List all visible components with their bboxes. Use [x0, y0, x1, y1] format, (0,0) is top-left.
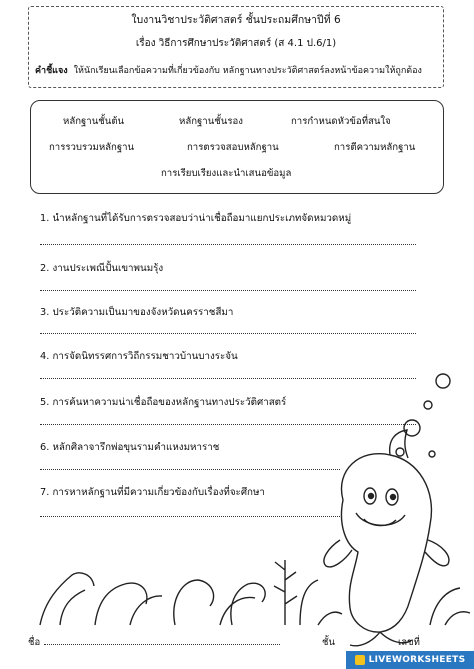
liveworksheets-logo[interactable] — [346, 651, 474, 669]
bubble-icon — [396, 448, 404, 456]
choice-define-topic[interactable]: การกำหนดหัวข้อที่สนใจ — [291, 116, 391, 127]
choice-verify-evidence[interactable]: การตรวจสอบหลักฐาน — [187, 142, 279, 153]
dolphin-icon — [324, 430, 449, 646]
brand-text: LIVEWORKSHEETS — [368, 655, 466, 665]
instruction-label: คำชี้แจง — [35, 66, 68, 76]
question-3: 3. ประวัติความเป็นมาของจังหวัดนครราชสีมา — [40, 307, 234, 318]
question-5: 5. การค้นหาความน่าเชื่อถือของหลักฐานทางประวัติศาสตร์ — [40, 397, 287, 408]
instruction-text: ให้นักเรียนเลือกข้อความที่เกี่ยวข้องกับ หลักฐานทางประวัติศาสตร์ลงหน้าข้อความให้ถูกต้อง — [73, 66, 422, 76]
choice-collect-evidence[interactable]: การรวบรวมหลักฐาน — [49, 142, 135, 153]
question-4: 4. การจัดนิทรรศการวิถีกรรมชาวบ้านบางระจัน — [40, 351, 238, 362]
choice-compile-present[interactable]: การเรียบเรียงและนำเสนอข้อมูล — [161, 168, 292, 179]
worksheet-subtitle: เรื่อง วิธีการศึกษาประวัติศาสตร์ (ส 4.1 ป.6/1) — [135, 38, 337, 49]
bubble-icon — [429, 451, 435, 457]
choice-secondary-evidence[interactable]: หลักฐานชั้นรอง — [179, 116, 243, 127]
class-label: ชั้น — [322, 637, 335, 648]
question-6: 6. หลักศิลาจารึกพ่อขุนรามคำแหงมหาราช — [40, 442, 220, 453]
number-label: เลขที่ — [398, 637, 420, 648]
bubble-icon — [436, 374, 450, 388]
name-field[interactable] — [44, 644, 280, 645]
choice-primary-evidence[interactable]: หลักฐานชั้นต้น — [63, 116, 125, 127]
question-7: 7. การหาหลักฐานที่มีความเกี่ยวข้องกับเรื่องที่จะศึกษา — [40, 487, 265, 498]
name-label: ชื่อ — [28, 637, 41, 648]
bubble-icon — [424, 401, 432, 409]
brand-logo-icon — [355, 655, 365, 665]
question-1: 1. นำหลักฐานที่ได้รับการตรวจสอบว่าน่าเชื่อถือมาแยกประเภทจัดหมวดหมู่ — [40, 213, 352, 224]
worksheet-title: ใบงานวิชาประวัติศาสตร์ ชั้นประถมศึกษาปีที่ 6 — [131, 14, 341, 26]
choice-interpret-evidence[interactable]: การตีความหลักฐาน — [334, 142, 416, 153]
question-2: 2. งานประเพณีปั้นเขาพนมรุ้ง — [40, 263, 164, 274]
seaweed-icon — [40, 560, 470, 625]
